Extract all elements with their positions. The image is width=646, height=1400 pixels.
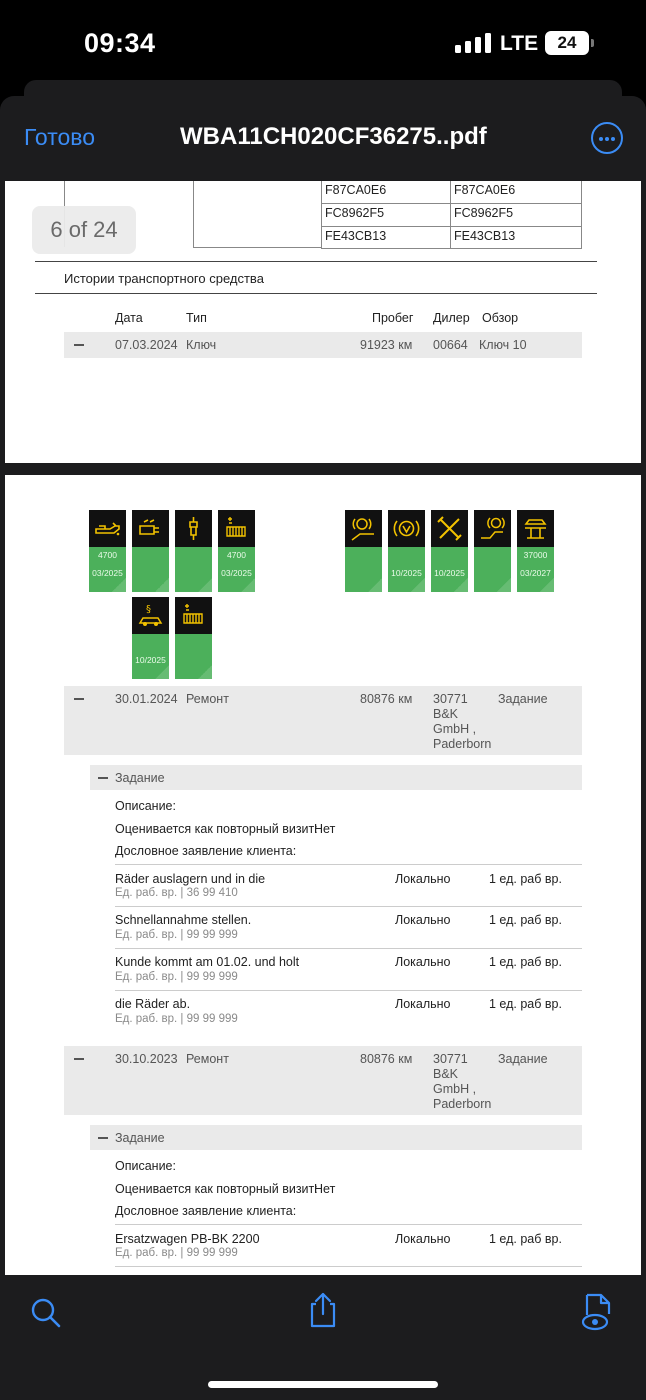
car-lift-icon: [521, 514, 550, 543]
battery-icon: [545, 31, 589, 55]
service-tile: [218, 510, 255, 592]
record-dealer-line: GmbH ,: [433, 1082, 477, 1096]
service-tile: [431, 510, 468, 592]
service-tile: [345, 510, 382, 592]
item-text: Ersatzwagen PB-BK 2200: [115, 1232, 260, 1246]
repeat-visit-label: Оценивается как повторный визит:: [115, 822, 318, 836]
more-options-button[interactable]: [591, 122, 623, 154]
key-code: FC8962F5: [325, 206, 385, 220]
tile-date: 10/2025: [135, 655, 166, 665]
page-indicator: 6 of 24: [32, 206, 136, 254]
item-text: Schnellannahme stellen.: [115, 913, 252, 927]
customer-statement-label: Дословное заявление клиента:: [115, 844, 297, 858]
document-title: WBA11CH020CF36275..pdf: [180, 123, 487, 150]
item-location: Локально: [395, 997, 451, 1011]
item-quantity: 1 ед. раб вр.: [489, 955, 562, 969]
tile-date: 03/2027: [520, 568, 551, 578]
status-bar: [0, 0, 646, 80]
row-type: Ключ: [186, 338, 217, 352]
exhaust-icon: [136, 514, 165, 543]
tile-mileage: 4700: [98, 550, 117, 560]
search-icon[interactable]: [28, 1295, 64, 1331]
record-dealer-line: B&K: [433, 1067, 459, 1081]
service-tile: [89, 510, 126, 592]
repeat-visit-value: Нет: [314, 1182, 336, 1196]
done-button[interactable]: Готово: [24, 124, 96, 150]
task-label: Задание: [115, 1131, 165, 1145]
row-mileage: 91923 км: [360, 338, 413, 352]
key-table-row: [450, 181, 582, 204]
row-dealer: 00664: [433, 338, 468, 352]
service-tile: [132, 510, 169, 592]
oil-can-icon: [93, 514, 122, 543]
item-quantity: 1 ед. раб вр.: [489, 872, 562, 886]
status-time: 09:34: [84, 28, 156, 58]
key-code: F87CA0E6: [325, 183, 387, 197]
spark-plug-icon: [179, 514, 208, 543]
tile-date: 03/2025: [221, 568, 252, 578]
inspection-icon: [136, 601, 165, 630]
key-table-row: [450, 203, 582, 227]
row-review: Ключ 10: [479, 338, 527, 352]
brake-fluid-icon: [392, 514, 421, 543]
task-label: Задание: [115, 771, 165, 785]
item-code: Ед. раб. вр. | 36 99 410: [115, 887, 238, 899]
history-title: Истории транспортного средства: [64, 271, 264, 286]
row-date: 07.03.2024: [115, 338, 178, 352]
cell-signal-icon: [455, 33, 491, 53]
tile-date: 10/2025: [391, 568, 422, 578]
tile-date: 10/2025: [434, 568, 465, 578]
key-code: FE43CB13: [454, 229, 516, 243]
record-dealer-line: B&K: [433, 707, 459, 721]
brake-front-icon: [349, 514, 378, 543]
record-mileage: 80876 км: [360, 692, 413, 706]
key-table-row: [321, 226, 451, 249]
collapse-icon: [98, 777, 108, 779]
key-code: FE43CB13: [325, 229, 387, 243]
item-location: Локально: [395, 955, 451, 969]
collapse-icon: [74, 344, 84, 346]
service-tile: [175, 597, 212, 679]
record-dealer-line: 30771: [433, 692, 468, 706]
service-tile: [388, 510, 425, 592]
item-quantity: 1 ед. раб вр.: [489, 1232, 562, 1246]
home-indicator: [208, 1381, 438, 1388]
tile-date: 03/2025: [92, 568, 123, 578]
item-location: Локально: [395, 1232, 451, 1246]
service-tile: [474, 510, 511, 592]
microfilter-icon: [179, 601, 208, 630]
item-text: Räder auslagern und in die: [115, 872, 266, 886]
item-code: Ед. раб. вр. | 99 99 999: [115, 929, 238, 941]
battery-tip: [591, 39, 594, 47]
tile-mileage: 4700: [227, 550, 246, 560]
key-code: F87CA0E6: [454, 183, 516, 197]
description-label: Описание:: [115, 799, 176, 813]
key-code: FC8962F5: [454, 206, 514, 220]
customer-statement-label: Дословное заявление клиента:: [115, 1204, 297, 1218]
tile-mileage: 37000: [523, 550, 548, 560]
document-review-icon[interactable]: [578, 1292, 618, 1332]
filter-icon: [222, 514, 251, 543]
record-dealer-line: Paderborn: [433, 1097, 492, 1111]
record-type: Ремонт: [186, 1052, 229, 1066]
record-date: 30.10.2023: [115, 1052, 178, 1066]
repeat-visit-label: Оценивается как повторный визит:: [115, 1182, 318, 1196]
collapse-icon: [98, 1137, 108, 1139]
description-label: Описание:: [115, 1159, 176, 1173]
item-location: Локально: [395, 872, 451, 886]
col-header-type: Тип: [186, 311, 207, 325]
item-location: Локально: [395, 913, 451, 927]
item-code: Ед. раб. вр. | 99 99 999: [115, 971, 238, 983]
key-table-row: [321, 203, 451, 227]
item-text: die Räder ab.: [115, 997, 191, 1011]
tools-icon: [435, 514, 464, 543]
col-header-review: Обзор: [482, 311, 519, 325]
network-type: LTE: [500, 32, 539, 55]
service-tile: [517, 510, 554, 592]
pdf-page-6: [5, 475, 641, 1275]
record-date: 30.01.2024: [115, 692, 178, 706]
collapse-icon: [74, 1058, 84, 1060]
key-table-row: [321, 181, 451, 204]
battery-level: 24: [557, 33, 577, 52]
brake-rear-icon: [478, 514, 507, 543]
record-review: Задание: [498, 692, 548, 706]
item-text: Kunde kommt am 01.02. und holt: [115, 955, 300, 969]
item-quantity: 1 ед. раб вр.: [489, 913, 562, 927]
item-quantity: 1 ед. раб вр.: [489, 997, 562, 1011]
record-dealer-line: Paderborn: [433, 737, 492, 751]
key-table-row: [450, 226, 582, 249]
record-mileage: 80876 км: [360, 1052, 413, 1066]
record-dealer-line: GmbH ,: [433, 722, 477, 736]
record-review: Задание: [498, 1052, 548, 1066]
share-icon[interactable]: [305, 1290, 341, 1330]
col-header-date: Дата: [115, 311, 143, 325]
item-code: Ед. раб. вр. | 99 99 999: [115, 1013, 238, 1025]
col-header-mileage: Пробег: [372, 311, 414, 325]
collapse-icon: [74, 698, 84, 700]
service-tile: [175, 510, 212, 592]
record-type: Ремонт: [186, 692, 229, 706]
item-code: Ед. раб. вр. | 99 99 999: [115, 1247, 238, 1259]
record-dealer-line: 30771: [433, 1052, 468, 1066]
service-tile: [132, 597, 169, 679]
col-header-dealer: Дилер: [433, 311, 470, 325]
repeat-visit-value: Нет: [314, 822, 336, 836]
svg-text:§: §: [146, 604, 151, 615]
